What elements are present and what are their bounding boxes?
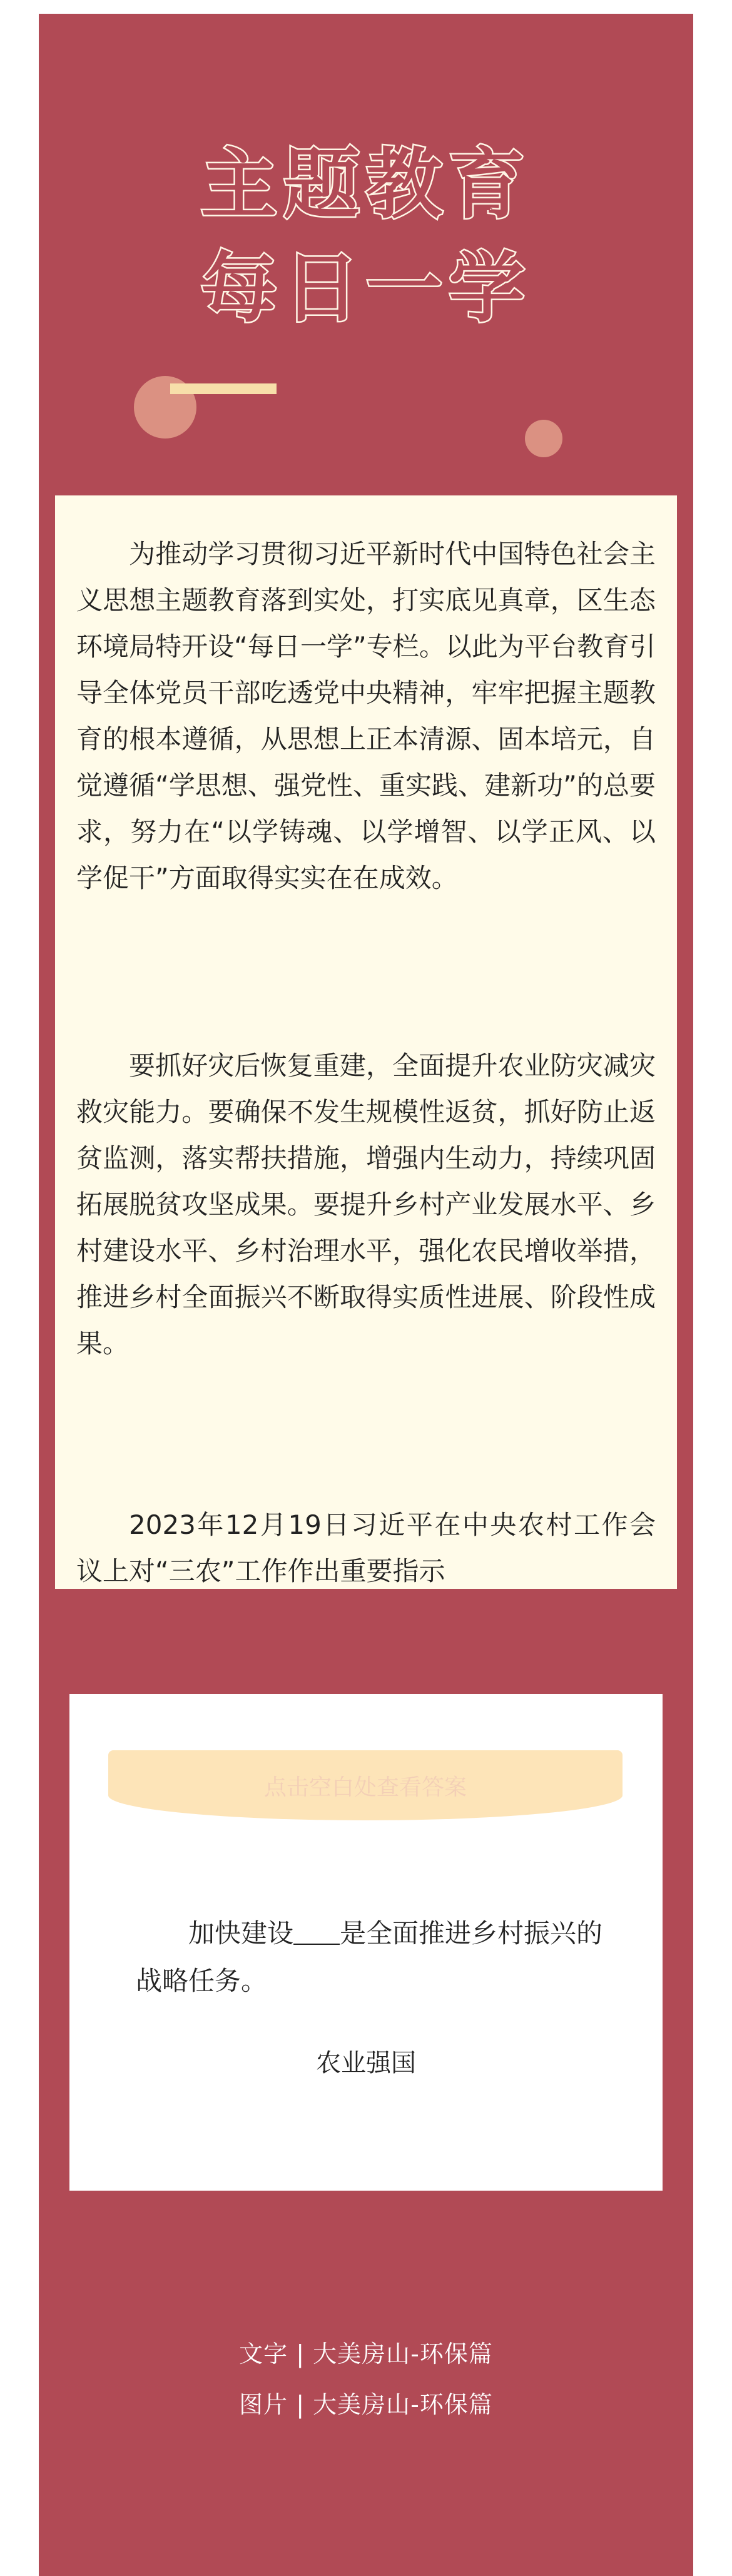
question-text-before: 加快建设 [188, 1918, 294, 1949]
intro-paragraph: 为推动学习贯彻习近平新时代中国特色社会主义思想主题教育落到实处，打实底见真章，区生态环境局特开设“每日一学”专栏。以此为平台教育引导全体党员干部吃透党中央精神，牢牢把握主题教育的根本遵循，从思想上正本清源、固本培元，自觉遵循“学思想、强党性、重实践、建新功”的总要求，努力在“以学铸魂、以学增智、以学正风、以学促干”方面取得实实在在成效。 [76, 539, 656, 893]
quiz-question [136, 1910, 616, 2005]
credit-image: 图片 | 大美房山-环保篇 [239, 2391, 493, 2418]
decorative-bar [170, 383, 277, 394]
title-line-2: 每日一学 [201, 244, 531, 333]
article-card [39, 14, 693, 2576]
answer-blank [293, 1917, 340, 1945]
credit-text: 文字 | 大美房山-环保篇 [239, 2340, 493, 2368]
question-text-after: 是全面推进乡村振兴的战略任务。 [136, 1918, 603, 1996]
text-panel [55, 495, 677, 1589]
quiz-card[interactable] [69, 1694, 663, 2191]
decorative-circle-small [525, 420, 562, 457]
source-paragraph: 2023年12月19日习近平在中央农村工作会议上对“三农”工作作出重要指示 [76, 1509, 656, 1586]
title-line-1: 主题教育 [201, 140, 531, 229]
show-answer-button[interactable]: 点击空白处查看答案 [108, 1750, 623, 1820]
quiz-answer: 农业强国 [316, 2049, 416, 2077]
quote-paragraph: 要抓好灾后恢复重建，全面提升农业防灾减灾救灾能力。要确保不发生规模性返贫，抓好防止返贫监测，落实帮扶措施，增强内生动力，持续巩固拓展脱贫攻坚成果。要提升乡村产业发展水平、乡村建设水平、乡村治理水平，强化农民增收举措，推进乡村全面振兴不断取得实质性进展、阶段性成果。 [76, 1050, 656, 1359]
